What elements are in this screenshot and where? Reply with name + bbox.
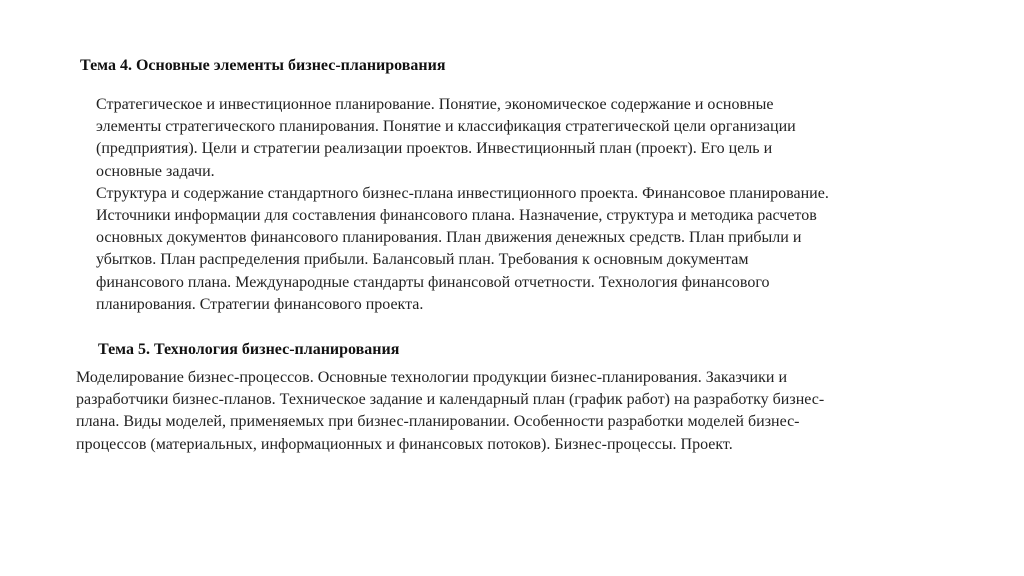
text-line: плана. Виды моделей, применяемых при бизнес-планировании. Особенности разработки моделей бизнес- (76, 413, 800, 431)
text-line: планирования. Стратегии финансового проекта. (96, 295, 424, 313)
text-line: убытков. План распределения прибыли. Балансовый план. Требования к основным документам (96, 251, 749, 269)
topic-4-heading: Тема 4. Основные элементы бизнес-планирования (80, 57, 446, 74)
text-line: (предприятия). Цели и стратегии реализации проектов. Инвестиционный план (проект). Его цель и (96, 140, 773, 158)
text-line: финансового плана. Международные стандарты финансовой отчетности. Технология финансового (96, 273, 770, 291)
text-line: элементы стратегического планирования. Понятие и классификация стратегической цели организации (96, 118, 796, 136)
text-line: Структура и содержание стандартного бизнес-плана инвестиционного проекта. Финансовое планирование. (96, 184, 829, 202)
text-line: основные задачи. (96, 162, 215, 180)
topic-4-body (96, 94, 996, 316)
text-line: разработчики бизнес-планов. Техническое задание и календарный план (график работ) на разработку бизнес- (76, 391, 825, 409)
topic-5-heading: Тема 5. Технология бизнес-планирования (98, 341, 400, 358)
topic-5-body (76, 367, 996, 456)
text-line: основных документов финансового планирования. План движения денежных средств. План прибыли и (96, 229, 802, 247)
text-line: Моделирование бизнес-процессов. Основные технологии продукции бизнес-планирования. Заказчики и (76, 369, 787, 386)
text-line: Стратегическое и инвестиционное планирование. Понятие, экономическое содержание и основные (96, 96, 774, 113)
text-line: процессов (материальных, информационных и финансовых потоков). Бизнес-процессы. Проект. (76, 435, 733, 453)
text-line: Источники информации для составления финансового плана. Назначение, структура и методика расчетов (96, 207, 817, 225)
